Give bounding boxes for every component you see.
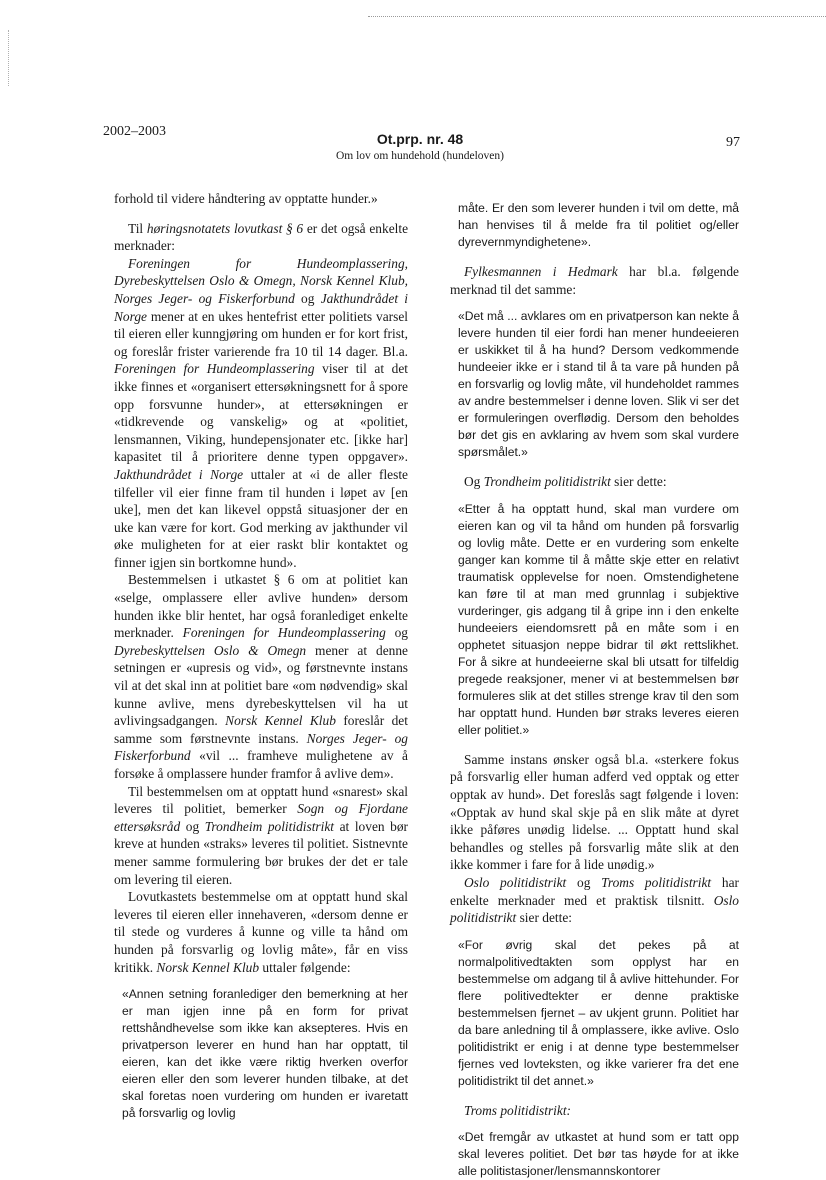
italic-text: høringsnotatets lovutkast § 6: [146, 220, 304, 236]
text-run: Og: [464, 474, 484, 490]
right-column: [450, 200, 739, 1179]
text-run: at loven bør kreve at hunden «straks» leveres til politiet. Sistnevnte mener samme formulering bør brukes der det er tale om levering til eieren.: [114, 818, 408, 887]
text-run: Til bestemmelsen om at opptatt hund «snarest» skal leveres til politiet, bemerker: [114, 783, 408, 817]
paragraph: [450, 473, 739, 491]
paragraph: [450, 1102, 739, 1120]
text-run: «vil ... framheve mulighetene av å forsøke å omplassere hunder framfor å avlive dem».: [114, 748, 408, 781]
italic-text: Dyrebeskyttelsen Oslo & Omegn: [114, 642, 307, 658]
text-run: uttaler følgende:: [259, 959, 351, 975]
text-run: mener at denne setningen er «upresis og vid», og førstnevnte instans vil at det skal inn at politiet bare «om nødvendig» skal kunne avlive, mens dyrebeskyttelsen vil ha ut avlivingsadgangen.: [114, 642, 408, 729]
text-run: sier dette:: [610, 474, 667, 490]
text-run: og: [294, 290, 321, 306]
paragraph: [114, 783, 408, 889]
text-run: mener at en ukes hentefrist etter politiets varsel til eieren eller kunngjøring om hunden er for kort frist, og foreslår frister varierende fra 10 til 14 dager. Bl.a.: [114, 308, 408, 359]
text-run: viser til at det ikke finnes et «organisert ettersøkningsnett for å spore opp forsvunne hunder», at ettersøkningen er «tidkrevende og vanskelig» og at «politiet, lensmannen, Viking, hundepensjonater etc. [ikke har] kapasitet til å prioritere denne typen oppgaver».: [114, 361, 408, 465]
text-run: Til: [128, 220, 147, 236]
block-quote: «For øvrig skal det pekes på at normalpolitivedtakten som opplyst har en bestemmelse om adgang til å avlive hittehunder. For flere politivedtekter er denne praktiske bestemmelsen fjernet – av ukjent grunn. Politiet har da bare anledning til å omplassere, ikke avlive. Oslo politidistrikt er enig i at denne type bestemmelser fjernes ved lovteksten, og ikke varierer fra det ene politidistrikt til det annet.»: [458, 937, 739, 1088]
text-run: Bestemmelsen i utkastet § 6 om at politiet kan «selge, omplassere eller avlive hunden» dersom hunden ikke blir hentet, har også foranlediget enkelte merknader.: [114, 572, 408, 641]
italic-text: Jakthundrådet i Norge: [114, 290, 408, 324]
running-header: [250, 131, 590, 162]
italic-text: Jakthundrådet i Norge: [114, 466, 244, 482]
italic-text: Foreningen for Hundeomplassering: [114, 361, 315, 377]
paragraph: [450, 263, 739, 298]
text-run: Lovutkastets bestemmelse om at opptatt hund skal leveres til eieren eller innehaveren, «dersom denne er til stede og vurderes å kunne og ville ta hånd om hunden på forsvarlig og lovlig måte», får en viss kritikk.: [114, 889, 408, 975]
block-quote: «Det fremgår av utkastet at hund som er tatt opp skal leveres politiet. Det bør tas høyde for at ikke alle politistasjoner/lensmannskontorer: [458, 1130, 739, 1179]
italic-text: Norges Jeger- og Fiskerforbund: [114, 730, 408, 764]
page-number: 97: [726, 135, 740, 150]
italic-text: Foreningen for Hundeomplassering, Dyrebeskyttelsen Oslo & Omegn, Norsk Kennel Klub, Norges Jeger- og Fiskerforbund: [114, 255, 408, 306]
scan-edge-left: [8, 30, 9, 86]
block-quote: «Annen setning foranlediger den bemerkning at her er man igjen inne på en form for privat rettshåndhevelse som ikke kan aksepteres. Hvis en privatperson leverer en hund han har opptatt, til eieren, kan det ikke være riktig hverken overfor eieren eller den som leverer hunden tilbake, at det skal foretas noen vurdering om hunden er ivaretatt på forsvarlig og lovlig: [122, 987, 408, 1121]
text-run: har enkelte merknader med et praktisk tilsnitt.: [450, 874, 739, 908]
italic-text: Norsk Kennel Klub: [225, 713, 336, 729]
document-title: Ot.prp. nr. 48: [376, 131, 464, 147]
paragraph: [114, 220, 408, 255]
paragraph: [114, 888, 408, 976]
document-subtitle: Om lov om hundehold (hundeloven): [335, 150, 504, 162]
paragraph: forhold til videre håndtering av opptatte hunder.»: [114, 191, 378, 206]
text-run: og: [180, 818, 205, 834]
text-run: uttaler at «i de aller fleste tilfeller vil eier finne fram til hunden i løpet av [en uke], men det kan likevel oppstå situasjoner der en uke kan være for kort. God merking av jakthunder vil øke muligheten for at eier raskt blir kontaktet og finner igjen sin bortkomne hund».: [114, 466, 408, 570]
italic-text: Oslo politidistrikt: [464, 874, 567, 890]
block-quote-continued: måte. Er den som leverer hunden i tvil om dette, må han henvises til å melde fra til politiet og/eller dyrevernmyndighetene».: [458, 201, 739, 249]
italic-text: Norsk Kennel Klub: [156, 959, 260, 975]
italic-text: Sogn og Fjordane ettersøksråd: [114, 801, 408, 834]
italic-text: Trondheim politidistrikt: [483, 474, 611, 490]
italic-text: Trondheim politidistrikt: [204, 818, 335, 834]
block-quote: «Etter å ha opptatt hund, skal man vurdere om eieren kan og vil ta hånd om hunden på forsvarlig og lovlig måte. Dette er en vurdering som enkelte ganger kan komme til å måtte skje etter en relativt traumatisk opplevelse for noen. Omstendighetene kan føre til at man med grunnlag i subjektive vurderinger, gis adgang til å gripe inn i den enkelte hundeeiers eiendomsrett på en måte som i en opphetet situasjon neppe bidrar til økt rettslikhet. For å sikre at hundeeierne skal bli utsatt for tilfeldig pregede reaksjoner, mener vi at bestemmelsen bør formuleres slik at det stilles strenge krav til den som har opptatt hund. Hunden bør straks leveres eieren eller politiet.»: [458, 501, 739, 737]
italic-text: Fylkesmannen i Hedmark: [464, 264, 618, 279]
italic-text: Foreningen for Hundeomplassering: [182, 625, 386, 641]
paragraph: [114, 571, 408, 782]
paragraph: [114, 255, 408, 572]
italic-text: Troms politidistrikt: [601, 874, 712, 890]
block-quote: «Det må ... avklares om en privatperson kan nekte å levere hunden til eier fordi han mener hundeeieren er uskikket til å ha hund? Dersom vedkommende hundeeier ikke er i stand til å ta vare på hunden på en forsvarlig og lovlig måte, vil hundeholdet rammes av andre bestemmelser i denne loven. Slik vi ser det er formuleringen overflødig. Dersom den beholdes bør det gis en avklaring av hvem som skal vurdere spørsmålet.»: [458, 309, 739, 460]
text-run: sier dette:: [516, 910, 572, 926]
text-run: og: [566, 874, 602, 890]
document-years: 2002–2003: [103, 124, 166, 139]
scan-edge-top: [368, 16, 826, 17]
text-run: foreslår det samme som førstnevnte instans.: [114, 713, 408, 746]
text-run: er det også enkelte merknader:: [114, 220, 409, 254]
text-run: har bl.a. følgende merknad til det samme:: [450, 264, 739, 297]
italic-heading: Troms politidistrikt:: [464, 1102, 572, 1118]
text-run: og: [385, 625, 408, 641]
italic-text: Oslo politidistrikt: [450, 892, 739, 926]
paragraph: [450, 874, 739, 927]
paragraph: Samme instans ønsker også bl.a. «sterkere fokus på forsvarlig eller human adferd ved opptak og etter opptak av hund». Det foreslås sagt følgende i loven: «Opptak av hund skal skje på en slik måte at dyret ikke påføres unødig lidelse. ... Opptatt hund skal behandles og stelles på forsvarlig måte slik at den ikke kommer i fare for å lide unødig.»: [450, 751, 739, 873]
left-column: [114, 190, 408, 1149]
